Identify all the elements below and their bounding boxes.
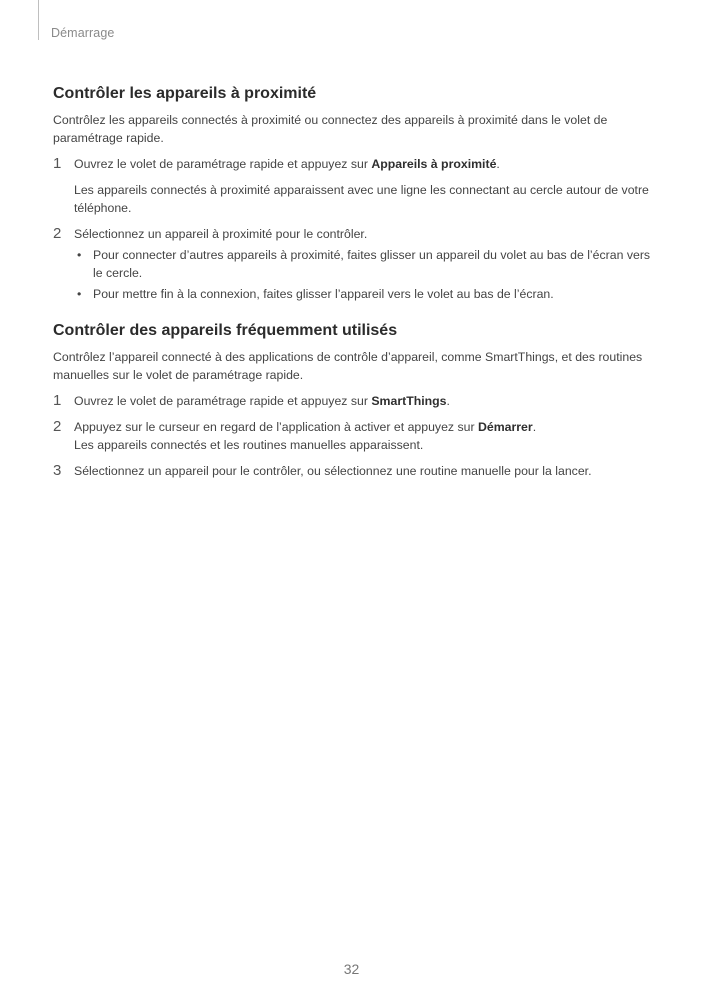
step-text-part: . bbox=[446, 394, 450, 408]
bullet-item bbox=[74, 246, 653, 282]
section-intro: Contrôlez l’appareil connecté à des applications de contrôle d’appareil, comme SmartThings, et des routines manuelles sur le volet de paramétrage rapide. bbox=[53, 350, 643, 382]
step-2 bbox=[53, 418, 653, 454]
step-2 bbox=[53, 225, 653, 303]
bullet-item bbox=[74, 285, 653, 303]
step-text-part: . bbox=[496, 157, 500, 171]
bullet-icon: • bbox=[77, 287, 82, 301]
step-text-part: Appuyez sur le curseur en regard de l’application à activer et appuyez sur bbox=[74, 420, 478, 434]
step-note: Les appareils connectés à proximité apparaissent avec une ligne les connectant au cercle autour de votre téléphone. bbox=[74, 183, 649, 215]
header-divider bbox=[38, 0, 39, 40]
page-content bbox=[53, 83, 653, 480]
bullet-text: Pour mettre fin à la connexion, faites glisser l’appareil vers le volet au bas de l’écran. bbox=[93, 287, 554, 301]
ui-term: SmartThings bbox=[371, 394, 447, 408]
section-frequent-devices bbox=[53, 320, 653, 480]
step-text bbox=[74, 155, 653, 173]
step-number: 3 bbox=[53, 462, 62, 479]
step-note: Les appareils connectés et les routines manuelles apparaissent. bbox=[74, 438, 424, 452]
step-number: 1 bbox=[53, 392, 62, 409]
step-1 bbox=[53, 155, 653, 217]
step-number: 2 bbox=[53, 418, 62, 435]
step-3 bbox=[53, 462, 653, 480]
chapter-label: Démarrage bbox=[51, 26, 115, 40]
step-text-part: Ouvrez le volet de paramétrage rapide et appuyez sur bbox=[74, 394, 372, 408]
step-text: Sélectionnez un appareil à proximité pour le contrôler. bbox=[74, 227, 368, 241]
step-text-part: Ouvrez le volet de paramétrage rapide et appuyez sur bbox=[74, 157, 372, 171]
page-number: 32 bbox=[343, 961, 360, 977]
bullet-list bbox=[74, 246, 653, 303]
section-title: Contrôler des appareils fréquemment utilisés bbox=[53, 322, 398, 339]
bullet-icon: • bbox=[77, 248, 82, 262]
section-title: Contrôler les appareils à proximité bbox=[53, 85, 317, 102]
step-text-part: . bbox=[532, 420, 537, 434]
ui-term: Démarrer bbox=[477, 420, 533, 434]
step-number: 2 bbox=[53, 225, 62, 242]
step-number: 1 bbox=[53, 155, 62, 172]
step-1 bbox=[53, 392, 653, 410]
section-nearby-devices bbox=[53, 83, 653, 303]
step-text bbox=[74, 418, 653, 436]
bullet-text: Pour connecter d’autres appareils à proximité, faites glisser un appareil du volet au bas de l’écran vers le cercle. bbox=[93, 248, 651, 280]
step-text bbox=[74, 392, 653, 410]
ui-term: Appareils à proximité bbox=[371, 157, 497, 171]
step-text: Sélectionnez un appareil pour le contrôler, ou sélectionnez une routine manuelle pour la lancer. bbox=[74, 464, 592, 478]
section-intro: Contrôlez les appareils connectés à proximité ou connectez des appareils à proximité dans le volet de paramétrage rapide. bbox=[53, 113, 608, 145]
